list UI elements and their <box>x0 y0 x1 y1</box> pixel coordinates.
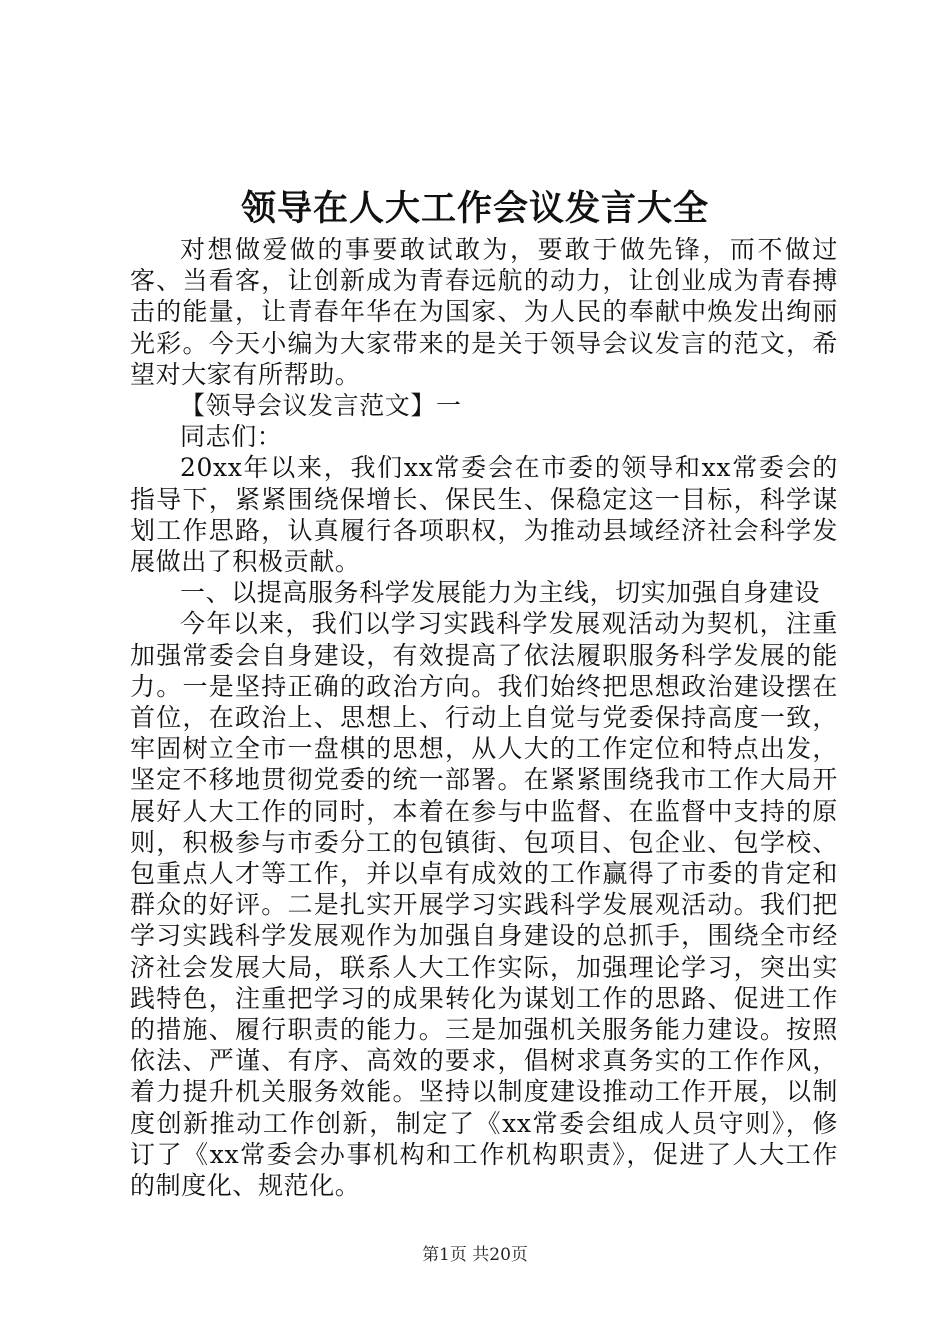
intro-paragraph: 对想做爱做的事要敢试敢为，要敢于做先锋，而不做过客、当看客，让创新成为青春远航的动力，让创业成为青春搏击的能量，让青春年华在为国家、为人民的奉献中焕发出绚丽光彩。今天小编为大家带来的是关于领导会议发言的范文，希望对大家有所帮助。 <box>130 235 838 389</box>
section-heading: 【领导会议发言范文】一 <box>180 391 462 421</box>
body-paragraph: 今年以来，我们以学习实践科学发展观活动为契机，注重加强常委会自身建设，有效提高了依法履职服务科学发展的能力。一是坚持正确的政治方向。我们始终把思想政治建设摆在首位，在政治上、思想上、行动上自觉与党委保持高度一致，牢固树立全市一盘棋的思想，从人大的工作定位和特点出发，坚定不移地贯彻党委的统一部署。在紧紧围绕我市工作大局开展好人大工作的同时，本着在参与中监督、在监督中支持的原则，积极参与市委分工的包镇街、包项目、包企业、包学校、包重点人才等工作，并以卓有成效的工作赢得了市委的肯定和群众的好评。二是扎实开展学习实践科学发展观活动。我们把学习实践科学发展观作为加强自身建设的总抓手，围绕全市经济社会发展大局，联系人大工作实际，加强理论学习，突出实践特色，注重把学习的成果转化为谋划工作的思路、促进工作的措施、履行职责的能力。三是加强机关服务能力建设。按照依法、严谨、有序、高效的要求，倡树求真务实的工作作风，着力提升机关服务效能。坚持以制度建设推动工作开展，以制度创新推动工作创新，制定了《xx常委会组成人员守则》，修订了《xx常委会办事机构和工作机构职责》，促进了人大工作的制度化、规范化。 <box>130 609 838 1201</box>
page-number: 第1页 共20页 <box>422 1245 528 1265</box>
document-title: 领导在人大工作会议发言大全 <box>240 188 709 229</box>
subsection-heading: 一、以提高服务科学发展能力为主线，切实加强自身建设 <box>180 578 821 608</box>
document-body <box>130 234 838 1201</box>
salutation: 同志们： <box>180 422 283 452</box>
body-paragraph: 20xx年以来，我们xx常委会在市委的领导和xx常委会的指导下，紧紧围绕保增长、保民生、保稳定这一目标，科学谋划工作思路，认真履行各项职权，为推动县域经济社会科学发展做出了积极贡献。 <box>130 453 838 577</box>
